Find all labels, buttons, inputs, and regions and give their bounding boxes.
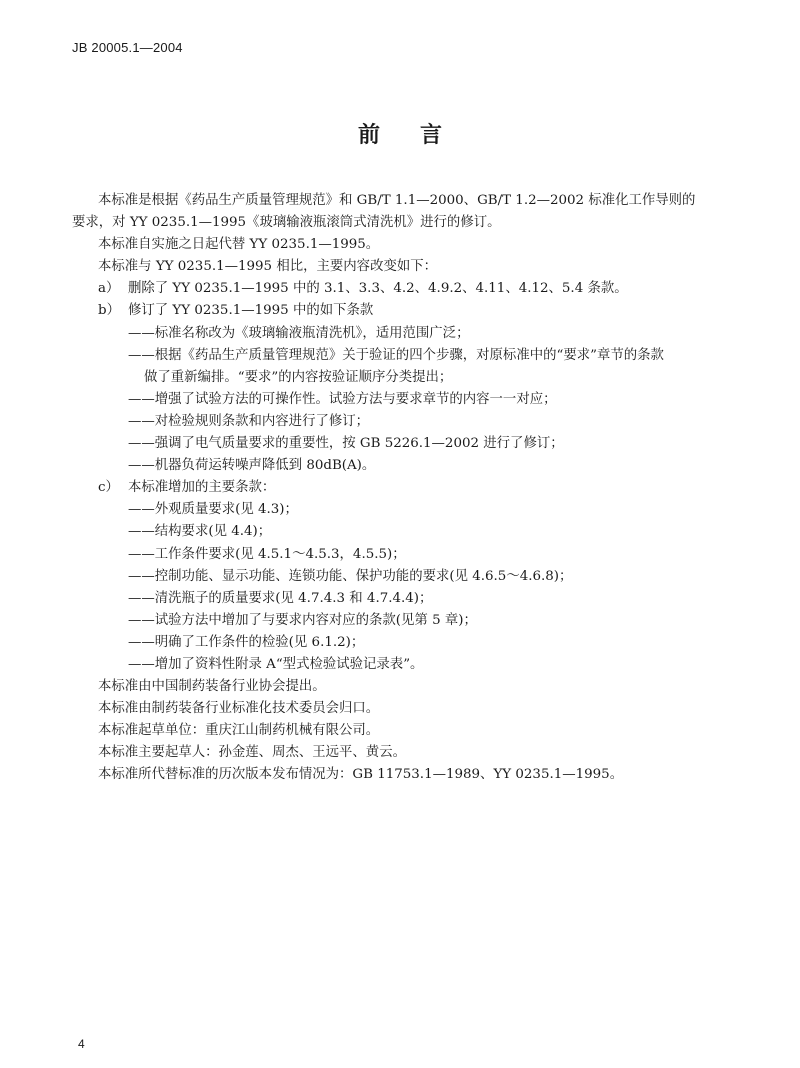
c-sub-item: ——工作条件要求(见 4.5.1～4.5.3，4.5.5)； <box>128 546 406 562</box>
c-sub-item: ——清洗瓶子的质量要求(见 4.7.4.3 和 4.7.4.4)； <box>128 590 433 606</box>
list-item-b-text: 修订了 YY 0235.1—1995 中的如下条款 <box>128 303 374 319</box>
page-title: 前言 <box>357 123 482 148</box>
foreword-body <box>72 190 740 787</box>
paragraph-3: 本标准与 YY 0235.1—1995 相比，主要内容改变如下： <box>98 259 438 275</box>
list-item-c <box>72 477 740 499</box>
b-sub-item: ——增强了试验方法的可操作性。试验方法与要求章节的内容一一对应； <box>128 391 557 407</box>
c-sub-item: ——增加了资料性附录 A“型式检验试验记录表”。 <box>128 656 424 672</box>
paragraph-1-line-1: 本标准是根据《药品生产质量管理规范》和 GB/T 1.1—2000、GB/T 1.2—2002 标准化工作导则的 <box>98 193 696 208</box>
paragraph-2: 本标准自实施之日起代替 YY 0235.1—1995。 <box>98 237 380 253</box>
paragraph-1-line-2: 要求，对 YY 0235.1—1995《玻璃输液瓶滚筒式清洗机》进行的修订。 <box>72 215 501 231</box>
list-item-c-label: c） <box>98 480 119 496</box>
paragraph-drafting-unit: 本标准起草单位：重庆江山制药机械有限公司。 <box>98 723 380 739</box>
list-item-a <box>72 278 740 300</box>
b-sub-item-continuation: 做了重新编排。“要求”的内容按验证顺序分类提出； <box>144 369 453 385</box>
b-sub-item: ——对检验规则条款和内容进行了修订； <box>128 413 370 429</box>
list-item-c-text: 本标准增加的主要条款： <box>128 480 276 496</box>
c-sub-item: ——结构要求(见 4.4)； <box>128 524 272 540</box>
page-number: 4 <box>78 1037 85 1051</box>
list-item-a-text: 删除了 YY 0235.1—1995 中的 3.1、3.3、4.2、4.9.2、4.11、4.12、5.4 条款。 <box>128 281 628 297</box>
paragraph-proposer: 本标准由中国制药装备行业协会提出。 <box>98 679 326 695</box>
standard-code: JB 20005.1—2004 <box>72 40 183 55</box>
c-sub-item: ——外观质量要求(见 4.3)； <box>128 502 298 518</box>
b-sub-item: ——强调了电气质量要求的重要性，按 GB 5226.1—2002 进行了修订； <box>128 436 564 452</box>
list-item-b <box>72 300 740 322</box>
b-sub-item: ——根据《药品生产质量管理规范》关于验证的四个步骤，对原标准中的“要求”章节的条款 <box>128 347 664 363</box>
paragraph-history: 本标准所代替标准的历次版本发布情况为：GB 11753.1—1989、YY 0235.1—1995。 <box>98 767 624 783</box>
list-item-b-label: b） <box>98 303 120 319</box>
b-sub-item: ——标准名称改为《玻璃输液瓶清洗机》，适用范围广泛； <box>128 325 470 341</box>
paragraph-committee: 本标准由制药装备行业标准化技术委员会归口。 <box>98 701 380 717</box>
list-item-a-label: a） <box>98 281 120 297</box>
c-sub-item: ——试验方法中增加了与要求内容对应的条款(见第 5 章)； <box>128 612 477 628</box>
c-sub-item: ——明确了工作条件的检验(见 6.1.2)； <box>128 634 365 650</box>
b-sub-item: ——机器负荷运转噪声降低到 80dB(A)。 <box>128 458 376 474</box>
paragraph-drafters: 本标准主要起草人：孙金莲、周杰、王远平、黄云。 <box>98 745 406 761</box>
c-sub-item: ——控制功能、显示功能、连锁功能、保护功能的要求(见 4.6.5～4.6.8)； <box>128 568 573 584</box>
